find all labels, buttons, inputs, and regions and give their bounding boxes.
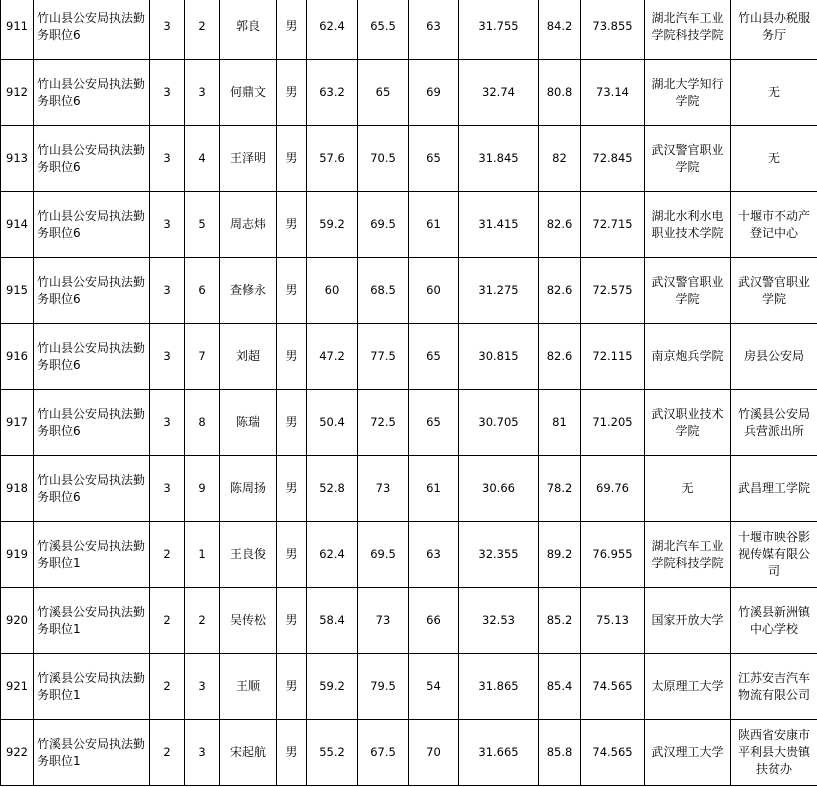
table-row (1, 588, 817, 654)
gender-cell: 男 (277, 126, 307, 192)
total-cell: 73.14 (581, 60, 645, 126)
score-a-cell: 62.4 (307, 522, 358, 588)
school-cell: 武汉警官职业学院 (645, 258, 731, 324)
quota-cell: 3 (150, 60, 185, 126)
interview-cell: 78.2 (539, 456, 581, 522)
school-cell: 无 (645, 456, 731, 522)
position-cell: 竹山县公安局执法勤务职位6 (34, 60, 150, 126)
written-total-cell: 30.705 (459, 390, 539, 456)
quota-cell: 3 (150, 390, 185, 456)
score-c-cell: 61 (409, 456, 459, 522)
employer-cell: 房县公安局 (731, 324, 817, 390)
school-cell: 武汉职业技术学院 (645, 390, 731, 456)
position-cell: 竹山县公安局执法勤务职位6 (34, 456, 150, 522)
position-cell: 竹山县公安局执法勤务职位6 (34, 126, 150, 192)
school-cell: 湖北汽车工业学院科技学院 (645, 0, 731, 60)
gender-cell: 男 (277, 720, 307, 786)
school-cell: 湖北汽车工业学院科技学院 (645, 522, 731, 588)
interview-cell: 81 (539, 390, 581, 456)
rank-cell: 2 (185, 588, 220, 654)
seq-cell: 919 (1, 522, 34, 588)
interview-cell: 82 (539, 126, 581, 192)
gender-cell: 男 (277, 258, 307, 324)
total-cell: 74.565 (581, 720, 645, 786)
interview-cell: 84.2 (539, 0, 581, 60)
seq-cell: 913 (1, 126, 34, 192)
rank-cell: 3 (185, 60, 220, 126)
written-total-cell: 31.865 (459, 654, 539, 720)
school-cell: 武汉理工大学 (645, 720, 731, 786)
interview-cell: 80.8 (539, 60, 581, 126)
employer-cell: 武昌理工学院 (731, 456, 817, 522)
table-row (1, 522, 817, 588)
name-cell: 王良俊 (220, 522, 277, 588)
score-a-cell: 59.2 (307, 654, 358, 720)
score-b-cell: 65 (358, 60, 409, 126)
seq-cell: 912 (1, 60, 34, 126)
seq-cell: 911 (1, 0, 34, 60)
employer-cell: 竹溪县新洲镇中心学校 (731, 588, 817, 654)
rank-cell: 4 (185, 126, 220, 192)
table-row (1, 0, 817, 60)
rank-cell: 7 (185, 324, 220, 390)
written-total-cell: 31.845 (459, 126, 539, 192)
written-total-cell: 30.66 (459, 456, 539, 522)
quota-cell: 3 (150, 258, 185, 324)
written-total-cell: 32.53 (459, 588, 539, 654)
position-cell: 竹溪县公安局执法勤务职位1 (34, 654, 150, 720)
school-cell: 太原理工大学 (645, 654, 731, 720)
gender-cell: 男 (277, 192, 307, 258)
quota-cell: 2 (150, 588, 185, 654)
table-row (1, 720, 817, 786)
interview-cell: 82.6 (539, 258, 581, 324)
name-cell: 查修永 (220, 258, 277, 324)
interview-cell: 82.6 (539, 192, 581, 258)
quota-cell: 3 (150, 126, 185, 192)
written-total-cell: 32.74 (459, 60, 539, 126)
seq-cell: 915 (1, 258, 34, 324)
seq-cell: 916 (1, 324, 34, 390)
score-c-cell: 63 (409, 522, 459, 588)
name-cell: 王顺 (220, 654, 277, 720)
rank-cell: 2 (185, 0, 220, 60)
name-cell: 郭良 (220, 0, 277, 60)
quota-cell: 3 (150, 456, 185, 522)
school-cell: 湖北水利水电职业技术学院 (645, 192, 731, 258)
position-cell: 竹溪县公安局执法勤务职位1 (34, 588, 150, 654)
position-cell: 竹溪县公安局执法勤务职位1 (34, 720, 150, 786)
interview-cell: 85.8 (539, 720, 581, 786)
written-total-cell: 30.815 (459, 324, 539, 390)
total-cell: 69.76 (581, 456, 645, 522)
quota-cell: 2 (150, 522, 185, 588)
name-cell: 陈瑞 (220, 390, 277, 456)
interview-cell: 82.6 (539, 324, 581, 390)
score-a-cell: 63.2 (307, 60, 358, 126)
position-cell: 竹溪县公安局执法勤务职位1 (34, 522, 150, 588)
score-c-cell: 70 (409, 720, 459, 786)
total-cell: 75.13 (581, 588, 645, 654)
score-a-cell: 52.8 (307, 456, 358, 522)
score-c-cell: 61 (409, 192, 459, 258)
gender-cell: 男 (277, 588, 307, 654)
table-body (1, 0, 817, 786)
table-row (1, 324, 817, 390)
total-cell: 72.715 (581, 192, 645, 258)
total-cell: 71.205 (581, 390, 645, 456)
rank-cell: 8 (185, 390, 220, 456)
seq-cell: 921 (1, 654, 34, 720)
position-cell: 竹山县公安局执法勤务职位6 (34, 324, 150, 390)
seq-cell: 914 (1, 192, 34, 258)
name-cell: 吴传松 (220, 588, 277, 654)
score-a-cell: 59.2 (307, 192, 358, 258)
school-cell: 武汉警官职业学院 (645, 126, 731, 192)
score-b-cell: 65.5 (358, 0, 409, 60)
name-cell: 周志炜 (220, 192, 277, 258)
employer-cell: 无 (731, 126, 817, 192)
score-a-cell: 58.4 (307, 588, 358, 654)
name-cell: 王泽明 (220, 126, 277, 192)
name-cell: 刘超 (220, 324, 277, 390)
score-c-cell: 60 (409, 258, 459, 324)
gender-cell: 男 (277, 324, 307, 390)
gender-cell: 男 (277, 456, 307, 522)
quota-cell: 2 (150, 654, 185, 720)
score-a-cell: 62.4 (307, 0, 358, 60)
quota-cell: 3 (150, 192, 185, 258)
score-c-cell: 63 (409, 0, 459, 60)
rank-cell: 3 (185, 654, 220, 720)
score-a-cell: 50.4 (307, 390, 358, 456)
quota-cell: 3 (150, 0, 185, 60)
interview-cell: 85.2 (539, 588, 581, 654)
seq-cell: 920 (1, 588, 34, 654)
gender-cell: 男 (277, 60, 307, 126)
table-row (1, 654, 817, 720)
written-total-cell: 31.275 (459, 258, 539, 324)
rank-cell: 6 (185, 258, 220, 324)
written-total-cell: 31.415 (459, 192, 539, 258)
score-c-cell: 66 (409, 588, 459, 654)
score-c-cell: 69 (409, 60, 459, 126)
score-b-cell: 73 (358, 588, 409, 654)
school-cell: 南京炮兵学院 (645, 324, 731, 390)
score-b-cell: 68.5 (358, 258, 409, 324)
total-cell: 72.115 (581, 324, 645, 390)
rank-cell: 3 (185, 720, 220, 786)
employer-cell: 江苏安吉汽车物流有限公司 (731, 654, 817, 720)
employer-cell: 十堰市不动产登记中心 (731, 192, 817, 258)
rank-cell: 9 (185, 456, 220, 522)
score-b-cell: 69.5 (358, 522, 409, 588)
quota-cell: 3 (150, 324, 185, 390)
quota-cell: 2 (150, 720, 185, 786)
score-b-cell: 67.5 (358, 720, 409, 786)
gender-cell: 男 (277, 654, 307, 720)
score-b-cell: 70.5 (358, 126, 409, 192)
total-cell: 74.565 (581, 654, 645, 720)
total-cell: 73.855 (581, 0, 645, 60)
gender-cell: 男 (277, 0, 307, 60)
employer-cell: 陕西省安康市平利县大贵镇扶贫办 (731, 720, 817, 786)
score-c-cell: 65 (409, 324, 459, 390)
employer-cell: 武汉警官职业学院 (731, 258, 817, 324)
position-cell: 竹山县公安局执法勤务职位6 (34, 390, 150, 456)
written-total-cell: 31.755 (459, 0, 539, 60)
score-b-cell: 73 (358, 456, 409, 522)
score-b-cell: 72.5 (358, 390, 409, 456)
score-b-cell: 79.5 (358, 654, 409, 720)
name-cell: 何鼎文 (220, 60, 277, 126)
table-row (1, 60, 817, 126)
name-cell: 宋起航 (220, 720, 277, 786)
name-cell: 陈周扬 (220, 456, 277, 522)
score-a-cell: 55.2 (307, 720, 358, 786)
position-cell: 竹山县公安局执法勤务职位6 (34, 192, 150, 258)
table-row (1, 258, 817, 324)
table-row (1, 456, 817, 522)
score-a-cell: 57.6 (307, 126, 358, 192)
total-cell: 72.845 (581, 126, 645, 192)
employer-cell: 竹山县办税服务厅 (731, 0, 817, 60)
seq-cell: 917 (1, 390, 34, 456)
employer-cell: 十堰市映谷影视传媒有限公司 (731, 522, 817, 588)
score-b-cell: 69.5 (358, 192, 409, 258)
position-cell: 竹山县公安局执法勤务职位6 (34, 258, 150, 324)
employer-cell: 竹溪县公安局兵营派出所 (731, 390, 817, 456)
score-c-cell: 65 (409, 390, 459, 456)
gender-cell: 男 (277, 390, 307, 456)
written-total-cell: 31.665 (459, 720, 539, 786)
interview-cell: 85.4 (539, 654, 581, 720)
seq-cell: 922 (1, 720, 34, 786)
total-cell: 72.575 (581, 258, 645, 324)
table-row (1, 126, 817, 192)
score-c-cell: 65 (409, 126, 459, 192)
school-cell: 湖北大学知行学院 (645, 60, 731, 126)
rank-cell: 5 (185, 192, 220, 258)
score-c-cell: 54 (409, 654, 459, 720)
score-b-cell: 77.5 (358, 324, 409, 390)
table-row (1, 192, 817, 258)
gender-cell: 男 (277, 522, 307, 588)
interview-cell: 89.2 (539, 522, 581, 588)
written-total-cell: 32.355 (459, 522, 539, 588)
employer-cell: 无 (731, 60, 817, 126)
rank-cell: 1 (185, 522, 220, 588)
seq-cell: 918 (1, 456, 34, 522)
school-cell: 国家开放大学 (645, 588, 731, 654)
table-row (1, 390, 817, 456)
position-cell: 竹山县公安局执法勤务职位6 (34, 0, 150, 60)
total-cell: 76.955 (581, 522, 645, 588)
score-a-cell: 47.2 (307, 324, 358, 390)
score-a-cell: 60 (307, 258, 358, 324)
